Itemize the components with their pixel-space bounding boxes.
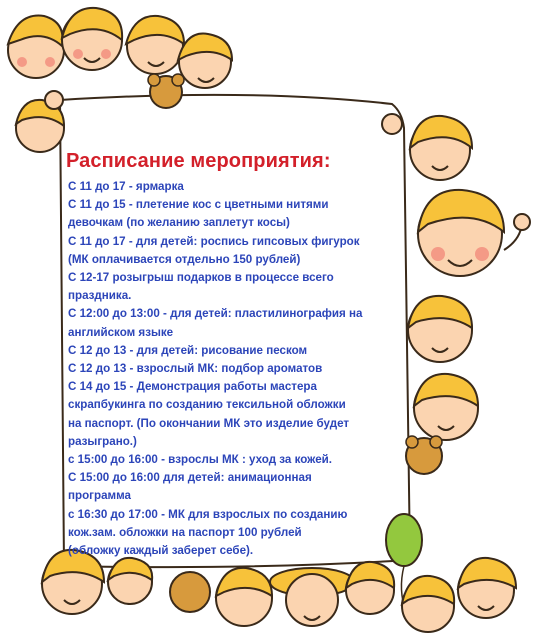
schedule-line: кож.зам. обложки на паспорт 100 рублей: [68, 525, 302, 539]
schedule-line: С 12 до 13 - взрослый МК: подбор ароматов: [68, 362, 323, 376]
schedule-line: с 15:00 до 16:00 - взрослы МК : уход за кожей.: [68, 453, 333, 467]
schedule-line: С 12:00 до 13:00 - для детей: пластилинография на: [68, 307, 363, 321]
schedule-line: С 11 до 17 - ярмарка: [68, 180, 184, 193]
schedule-line: девочкам (по желанию заплетут косы): [68, 216, 290, 230]
schedule-line: праздника.: [68, 289, 132, 303]
schedule-line: скрапбукинга по созданию тексильной обложки: [68, 398, 346, 412]
schedule-line: с 16:30 до 17:00 - МК для взрослых по созданию: [68, 507, 348, 521]
schedule-line: С 14 до 15 - Демонстрация работы мастера: [68, 380, 317, 394]
schedule-line: разыграно.): [68, 434, 137, 448]
schedule-line: С 12 до 13 - для детей: рисование песком: [68, 343, 308, 357]
page-title: Расписание мероприятия:: [66, 150, 331, 172]
schedule-line: (МК оплачивается отдельно 150 рублей): [68, 252, 301, 266]
schedule-line: программа: [68, 489, 131, 503]
schedule-line: на паспорт. (По окончании МК это изделие будет: [68, 416, 350, 430]
schedule-line: С 15:00 до 16:00 для детей: анимационная: [68, 471, 312, 485]
schedule-line: английском языке: [68, 325, 174, 339]
schedule-line: С 12-17 розыгрыш подарков в процессе всего: [68, 271, 334, 285]
schedule-line: С 11 до 15 - плетение кос с цветными нитями: [68, 198, 329, 212]
schedule-line: (обложку каждый заберет себе).: [68, 544, 254, 558]
schedule-line: С 11 до 17 - для детей: роспись гипсовых фигурок: [68, 234, 360, 248]
schedule-list: [68, 178, 413, 560]
